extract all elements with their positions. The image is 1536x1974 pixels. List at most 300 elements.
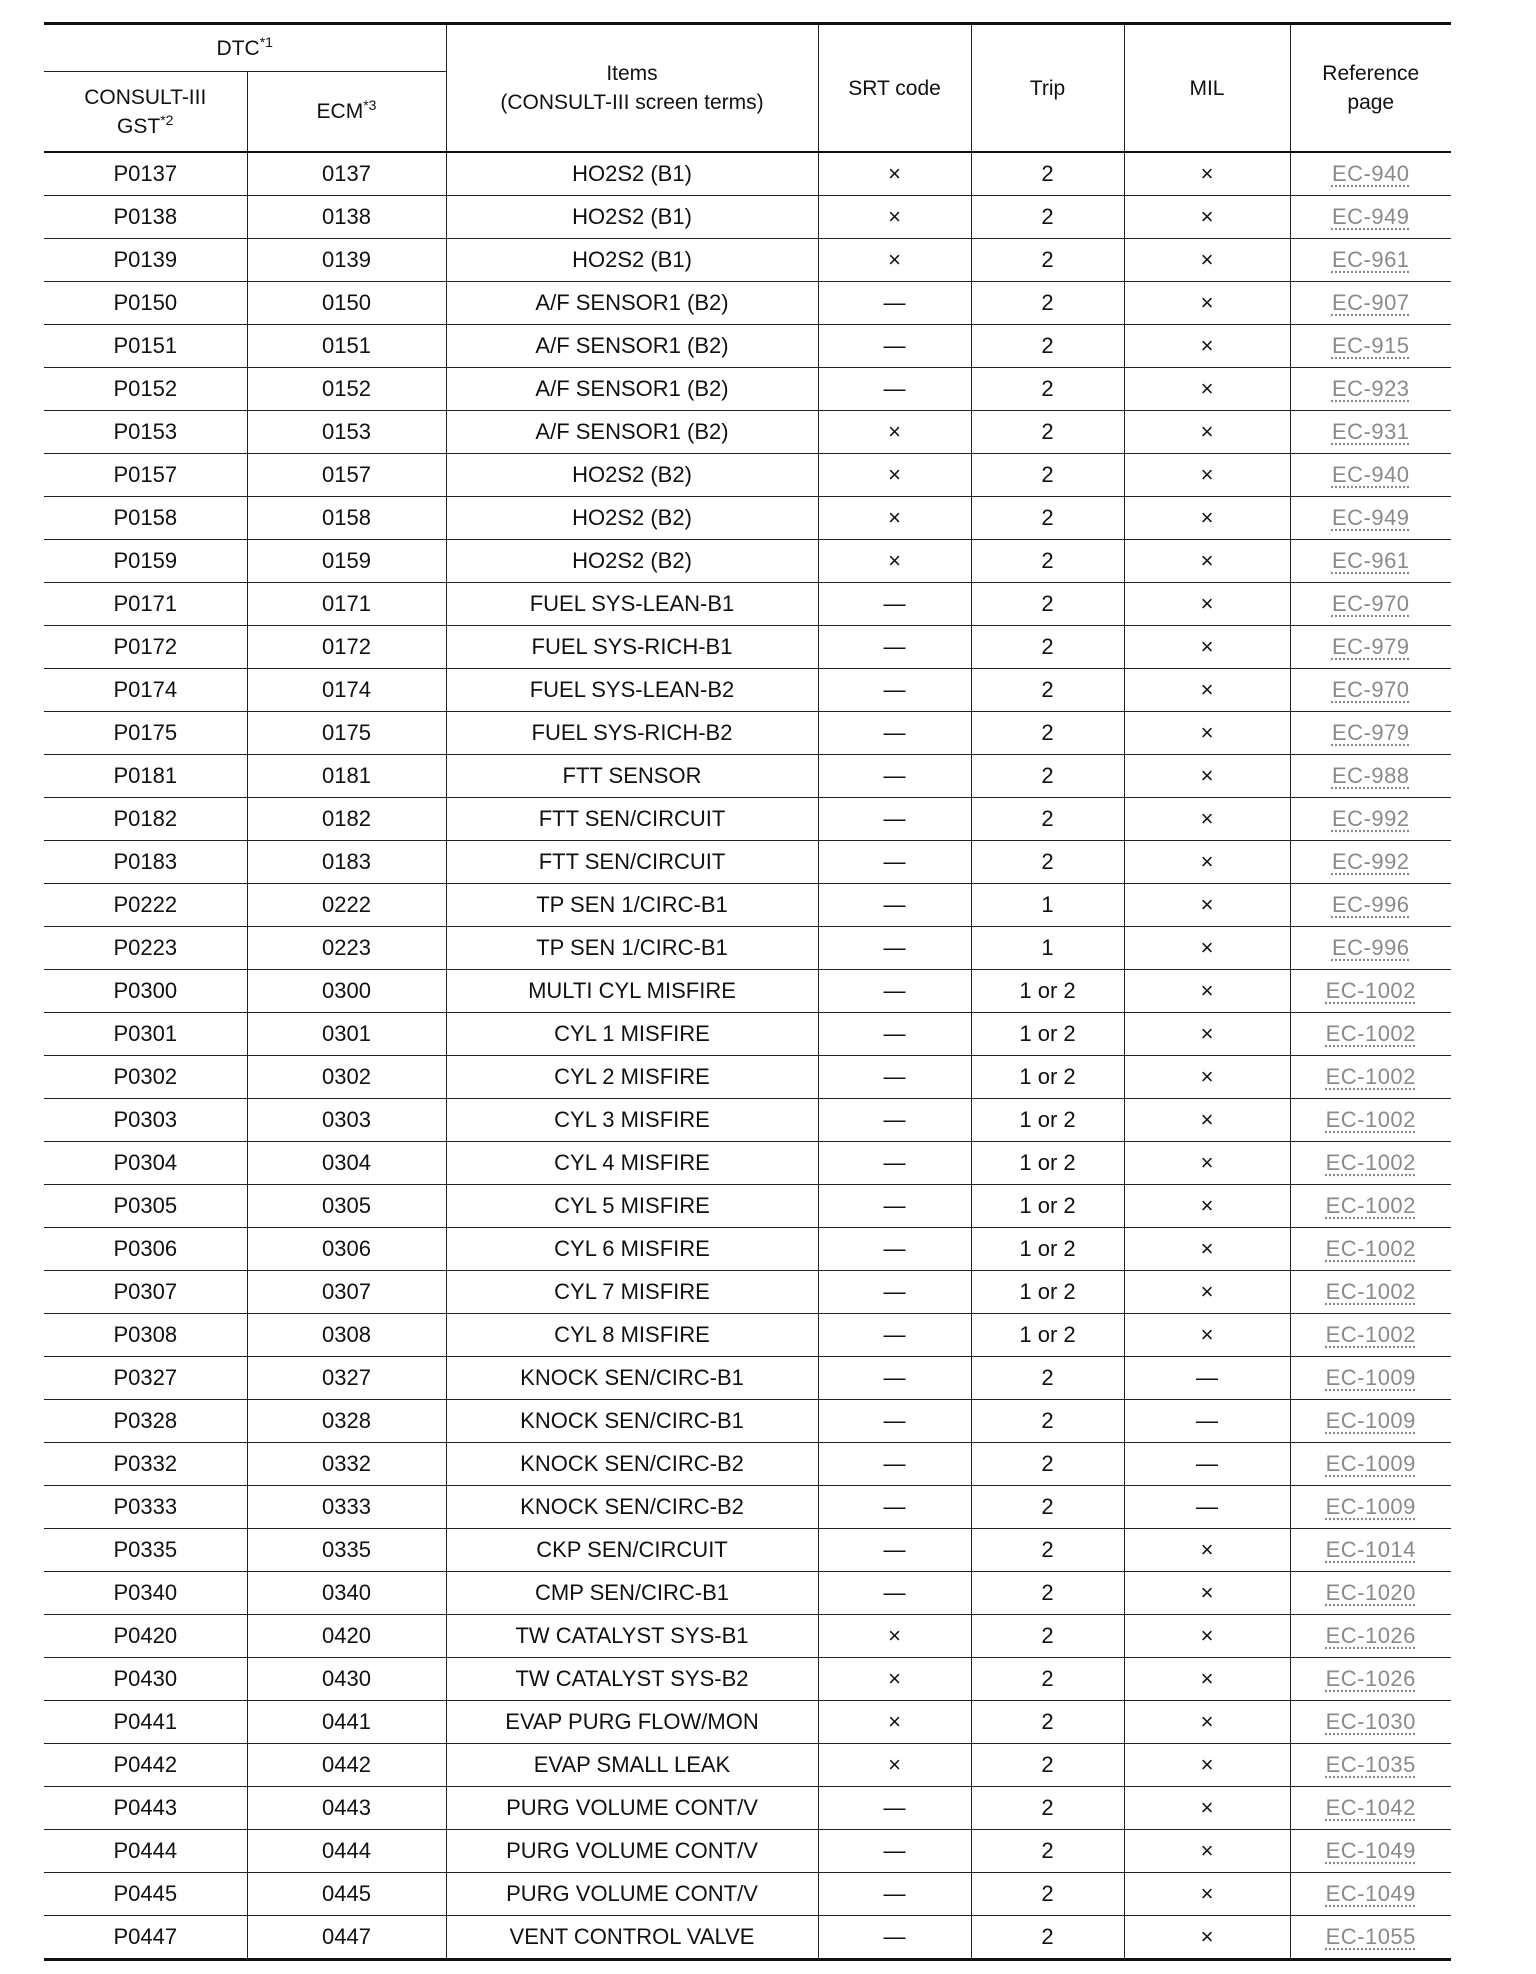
ecm-code: 0138 [247,196,446,239]
reference-cell [1290,1099,1451,1142]
reference-header: Reference page [1290,24,1451,153]
trip-count: 2 [971,152,1124,196]
ecm-header: ECM$^{*3}$ [247,72,446,153]
reference-cell [1290,152,1451,196]
mil-status: × [1124,583,1290,626]
table-row [44,927,1451,970]
table-row [44,1529,1451,1572]
reference-link[interactable]: EC-1026 [1325,1666,1416,1691]
mil-status: × [1124,239,1290,282]
table-row [44,1056,1451,1099]
item-name: CYL 4 MISFIRE [446,1142,818,1185]
mil-status: × [1124,1572,1290,1615]
trip-count: 2 [971,325,1124,368]
trip-count: 2 [971,755,1124,798]
ecm-code: 0302 [247,1056,446,1099]
item-name: CMP SEN/CIRC-B1 [446,1572,818,1615]
reference-cell [1290,1486,1451,1529]
consult-gst-code: P0420 [44,1615,247,1658]
consult-gst-code: P0159 [44,540,247,583]
srt-code: — [818,1486,971,1529]
mil-status: — [1124,1486,1290,1529]
consult-gst-code: P0305 [44,1185,247,1228]
trip-count: 2 [971,1357,1124,1400]
reference-link[interactable]: EC-961 [1331,247,1410,272]
table-row [44,368,1451,411]
trip-count: 1 or 2 [971,1013,1124,1056]
reference-link[interactable]: EC-1009 [1325,1408,1416,1433]
reference-link[interactable]: EC-915 [1331,333,1410,358]
mil-status: × [1124,540,1290,583]
srt-code: — [818,1443,971,1486]
reference-cell [1290,1443,1451,1486]
consult-gst-code: P0335 [44,1529,247,1572]
mil-status: × [1124,1787,1290,1830]
reference-link[interactable]: EC-1009 [1325,1451,1416,1476]
srt-code: × [818,1615,971,1658]
trip-count: 2 [971,583,1124,626]
reference-cell [1290,1529,1451,1572]
table-row [44,841,1451,884]
srt-code: — [818,1099,971,1142]
reference-link[interactable]: EC-1009 [1325,1494,1416,1519]
consult-gst-code: P0152 [44,368,247,411]
ecm-code: 0174 [247,669,446,712]
ecm-code: 0442 [247,1744,446,1787]
mil-status: × [1124,1658,1290,1701]
reference-cell [1290,1787,1451,1830]
table-row [44,325,1451,368]
trip-count: 2 [971,1830,1124,1873]
item-name: TP SEN 1/CIRC-B1 [446,927,818,970]
trip-count: 2 [971,196,1124,239]
reference-link[interactable]: EC-1002 [1325,1150,1416,1175]
reference-cell [1290,1572,1451,1615]
item-name: VENT CONTROL VALVE [446,1916,818,1960]
mil-status: × [1124,411,1290,454]
reference-cell [1290,583,1451,626]
ecm-code: 0306 [247,1228,446,1271]
consult-gst-code: P0327 [44,1357,247,1400]
trip-count: 2 [971,454,1124,497]
mil-status: × [1124,1013,1290,1056]
reference-link[interactable]: EC-1035 [1325,1752,1416,1777]
item-name: HO2S2 (B1) [446,239,818,282]
ecm-code: 0447 [247,1916,446,1960]
table-row [44,1400,1451,1443]
trip-count: 2 [971,411,1124,454]
reference-link[interactable]: EC-1020 [1325,1580,1416,1605]
srt-code: — [818,282,971,325]
srt-code: — [818,1013,971,1056]
item-name: KNOCK SEN/CIRC-B2 [446,1486,818,1529]
reference-link[interactable]: EC-979 [1331,634,1410,659]
ecm-code: 0172 [247,626,446,669]
ecm-code: 0441 [247,1701,446,1744]
item-name: FUEL SYS-RICH-B1 [446,626,818,669]
reference-link[interactable]: EC-970 [1331,591,1410,616]
mil-status: × [1124,282,1290,325]
ecm-code: 0139 [247,239,446,282]
srt-code: — [818,970,971,1013]
mil-status: × [1124,755,1290,798]
item-name: CYL 3 MISFIRE [446,1099,818,1142]
table-row [44,798,1451,841]
srt-code: × [818,152,971,196]
table-row [44,712,1451,755]
consult-gst-code: P0172 [44,626,247,669]
consult-gst-code: P0300 [44,970,247,1013]
reference-link[interactable]: EC-1002 [1325,1236,1416,1261]
table-row [44,1787,1451,1830]
reference-cell [1290,1271,1451,1314]
trip-count: 2 [971,1486,1124,1529]
ecm-code: 0153 [247,411,446,454]
ecm-code: 0307 [247,1271,446,1314]
consult-gst-code: P0430 [44,1658,247,1701]
ecm-code: 0171 [247,583,446,626]
reference-cell [1290,755,1451,798]
reference-link[interactable]: EC-1002 [1325,1064,1416,1089]
ecm-code: 0333 [247,1486,446,1529]
reference-link[interactable]: EC-949 [1331,505,1410,530]
item-name: HO2S2 (B1) [446,196,818,239]
reference-link[interactable]: EC-1002 [1325,1322,1416,1347]
item-name: HO2S2 (B2) [446,497,818,540]
trip-count: 2 [971,497,1124,540]
table-row [44,1357,1451,1400]
table-row [44,411,1451,454]
item-name: TW CATALYST SYS-B1 [446,1615,818,1658]
reference-link[interactable]: EC-988 [1331,763,1410,788]
ecm-code: 0332 [247,1443,446,1486]
trip-count: 1 [971,884,1124,927]
srt-code: × [818,540,971,583]
consult-gst-code: P0443 [44,1787,247,1830]
item-name: FTT SEN/CIRCUIT [446,841,818,884]
mil-status: × [1124,884,1290,927]
ecm-code: 0175 [247,712,446,755]
consult-gst-code: P0445 [44,1873,247,1916]
item-name: A/F SENSOR1 (B2) [446,368,818,411]
srt-code: — [818,1271,971,1314]
reference-cell [1290,626,1451,669]
reference-cell [1290,1701,1451,1744]
trip-count: 1 or 2 [971,1185,1124,1228]
mil-status: × [1124,1228,1290,1271]
table-row [44,626,1451,669]
trip-count: 2 [971,798,1124,841]
srt-code: — [818,669,971,712]
table-row [44,1185,1451,1228]
item-name: HO2S2 (B2) [446,454,818,497]
item-name: TP SEN 1/CIRC-B1 [446,884,818,927]
reference-link[interactable]: EC-996 [1331,935,1410,960]
consult-gst-code: P0304 [44,1142,247,1185]
item-name: EVAP SMALL LEAK [446,1744,818,1787]
ecm-code: 0181 [247,755,446,798]
reference-cell [1290,325,1451,368]
ecm-code: 0223 [247,927,446,970]
srt-code: — [818,798,971,841]
item-name: HO2S2 (B1) [446,152,818,196]
reference-cell [1290,798,1451,841]
mil-status: — [1124,1443,1290,1486]
item-name: A/F SENSOR1 (B2) [446,325,818,368]
srt-code: — [818,927,971,970]
consult-gst-code: P0138 [44,196,247,239]
ecm-code: 0445 [247,1873,446,1916]
reference-cell [1290,1615,1451,1658]
item-name: TW CATALYST SYS-B2 [446,1658,818,1701]
ecm-code: 0340 [247,1572,446,1615]
reference-cell [1290,1056,1451,1099]
item-name: CYL 2 MISFIRE [446,1056,818,1099]
consult-gst-code: P0151 [44,325,247,368]
table-row [44,1701,1451,1744]
item-name: PURG VOLUME CONT/V [446,1830,818,1873]
srt-code: — [818,1787,971,1830]
srt-code: — [818,626,971,669]
table-row [44,239,1451,282]
table-row [44,282,1451,325]
reference-link[interactable]: EC-1049 [1325,1881,1416,1906]
mil-status: × [1124,1271,1290,1314]
mil-status: × [1124,497,1290,540]
reference-cell [1290,1314,1451,1357]
reference-link[interactable]: EC-923 [1331,376,1410,401]
item-name: CYL 5 MISFIRE [446,1185,818,1228]
reference-link[interactable]: EC-931 [1331,419,1410,444]
mil-status: × [1124,1615,1290,1658]
table-row [44,1873,1451,1916]
srt-code: × [818,454,971,497]
reference-link[interactable]: EC-1042 [1325,1795,1416,1820]
reference-link[interactable]: EC-1002 [1325,1107,1416,1132]
trip-header: Trip [971,24,1124,153]
consult-gst-code: P0444 [44,1830,247,1873]
ecm-code: 0308 [247,1314,446,1357]
reference-cell [1290,841,1451,884]
ecm-code: 0150 [247,282,446,325]
reference-cell [1290,282,1451,325]
reference-link[interactable]: EC-1014 [1325,1537,1416,1562]
ecm-code: 0159 [247,540,446,583]
mil-status: × [1124,970,1290,1013]
reference-cell [1290,970,1451,1013]
reference-link[interactable]: EC-979 [1331,720,1410,745]
reference-cell [1290,540,1451,583]
table-row [44,1013,1451,1056]
table-row [44,1443,1451,1486]
trip-count: 2 [971,239,1124,282]
consult-gst-code: P0442 [44,1744,247,1787]
table-row [44,152,1451,196]
trip-count: 2 [971,1443,1124,1486]
trip-count: 1 [971,927,1124,970]
reference-link[interactable]: EC-1026 [1325,1623,1416,1648]
item-name: FTT SENSOR [446,755,818,798]
consult-gst-code: P0153 [44,411,247,454]
mil-status: × [1124,927,1290,970]
trip-count: 2 [971,1701,1124,1744]
consult-gst-code: P0158 [44,497,247,540]
item-name: FUEL SYS-RICH-B2 [446,712,818,755]
reference-cell [1290,411,1451,454]
mil-status: × [1124,1142,1290,1185]
reference-cell [1290,1142,1451,1185]
trip-count: 1 or 2 [971,1228,1124,1271]
item-name: CYL 1 MISFIRE [446,1013,818,1056]
ecm-code: 0222 [247,884,446,927]
reference-cell [1290,669,1451,712]
consult-gst-code: P0441 [44,1701,247,1744]
reference-cell [1290,1744,1451,1787]
mil-status: × [1124,196,1290,239]
table-row [44,454,1451,497]
dtc-table-body [44,152,1451,1960]
reference-link[interactable]: EC-992 [1331,849,1410,874]
consult-gst-code: P0306 [44,1228,247,1271]
reference-cell [1290,1400,1451,1443]
dtc-header: DTC$^{*1}$ [44,24,446,72]
ecm-code: 0137 [247,152,446,196]
table-row [44,1744,1451,1787]
trip-count: 1 or 2 [971,1142,1124,1185]
reference-cell [1290,1873,1451,1916]
trip-count: 2 [971,1658,1124,1701]
trip-count: 2 [971,540,1124,583]
srt-code: × [818,1744,971,1787]
reference-cell [1290,1916,1451,1960]
srt-code: — [818,755,971,798]
consult-gst-code: P0302 [44,1056,247,1099]
reference-link[interactable]: EC-907 [1331,290,1410,315]
srt-code: — [818,1056,971,1099]
reference-cell [1290,239,1451,282]
trip-count: 2 [971,1916,1124,1960]
mil-status: × [1124,1185,1290,1228]
trip-count: 1 or 2 [971,1271,1124,1314]
reference-link[interactable]: EC-949 [1331,204,1410,229]
mil-status: × [1124,798,1290,841]
ecm-code: 0301 [247,1013,446,1056]
reference-link[interactable]: EC-1002 [1325,978,1416,1003]
mil-status: × [1124,841,1290,884]
table-row [44,755,1451,798]
ecm-code: 0443 [247,1787,446,1830]
srt-code: × [818,1658,971,1701]
consult-gst-code: P0157 [44,454,247,497]
consult-gst-code: P0223 [44,927,247,970]
item-name: KNOCK SEN/CIRC-B2 [446,1443,818,1486]
srt-code: — [818,325,971,368]
srt-code: — [818,1142,971,1185]
trip-count: 2 [971,1400,1124,1443]
ecm-code: 0420 [247,1615,446,1658]
ecm-code: 0300 [247,970,446,1013]
table-row [44,540,1451,583]
srt-code: — [818,1185,971,1228]
consult-gst-code: P0181 [44,755,247,798]
trip-count: 2 [971,1572,1124,1615]
mil-status: × [1124,1701,1290,1744]
trip-count: 2 [971,368,1124,411]
reference-cell [1290,1228,1451,1271]
item-name: CKP SEN/CIRCUIT [446,1529,818,1572]
reference-link[interactable]: EC-996 [1331,892,1410,917]
trip-count: 2 [971,282,1124,325]
trip-count: 1 or 2 [971,970,1124,1013]
trip-count: 2 [971,712,1124,755]
reference-link[interactable]: EC-1030 [1325,1709,1416,1734]
reference-link[interactable]: EC-961 [1331,548,1410,573]
srt-code: — [818,884,971,927]
reference-cell [1290,1357,1451,1400]
mil-status: × [1124,1916,1290,1960]
item-name: EVAP PURG FLOW/MON [446,1701,818,1744]
reference-link[interactable]: EC-940 [1331,462,1410,487]
trip-count: 2 [971,1529,1124,1572]
trip-count: 2 [971,1787,1124,1830]
reference-link[interactable]: EC-1002 [1325,1193,1416,1218]
reference-link[interactable]: EC-1049 [1325,1838,1416,1863]
consult-gst-code: P0183 [44,841,247,884]
table-row [44,196,1451,239]
srt-code: — [818,1314,971,1357]
item-name: PURG VOLUME CONT/V [446,1873,818,1916]
reference-link[interactable]: EC-1002 [1325,1279,1416,1304]
table-row [44,1271,1451,1314]
reference-link[interactable]: EC-940 [1331,161,1410,186]
table-row [44,1615,1451,1658]
mil-status: × [1124,1744,1290,1787]
reference-link[interactable]: EC-970 [1331,677,1410,702]
srt-code: — [818,1529,971,1572]
table-row [44,669,1451,712]
table-row [44,1486,1451,1529]
mil-status: × [1124,1830,1290,1873]
mil-status: × [1124,1529,1290,1572]
trip-count: 2 [971,841,1124,884]
reference-link[interactable]: EC-1009 [1325,1365,1416,1390]
ecm-code: 0152 [247,368,446,411]
consult-gst-code: P0137 [44,152,247,196]
item-name: CYL 6 MISFIRE [446,1228,818,1271]
table-row [44,1228,1451,1271]
consult-gst-code: P0332 [44,1443,247,1486]
ecm-code: 0430 [247,1658,446,1701]
ecm-code: 0183 [247,841,446,884]
consult-gst-code: P0174 [44,669,247,712]
reference-link[interactable]: EC-1055 [1325,1924,1416,1949]
consult-gst-code: P0171 [44,583,247,626]
dtc-table [44,22,1451,1961]
item-name: A/F SENSOR1 (B2) [446,282,818,325]
reference-cell [1290,1013,1451,1056]
mil-status: × [1124,669,1290,712]
ecm-code: 0335 [247,1529,446,1572]
table-row [44,1314,1451,1357]
reference-link[interactable]: EC-1002 [1325,1021,1416,1046]
ecm-code: 0151 [247,325,446,368]
consult-gst-code: P0303 [44,1099,247,1142]
reference-cell [1290,884,1451,927]
item-name: A/F SENSOR1 (B2) [446,411,818,454]
reference-link[interactable]: EC-992 [1331,806,1410,831]
item-name: FUEL SYS-LEAN-B1 [446,583,818,626]
consult-gst-header: CONSULT-III GST$^{*2}$ [44,72,247,153]
